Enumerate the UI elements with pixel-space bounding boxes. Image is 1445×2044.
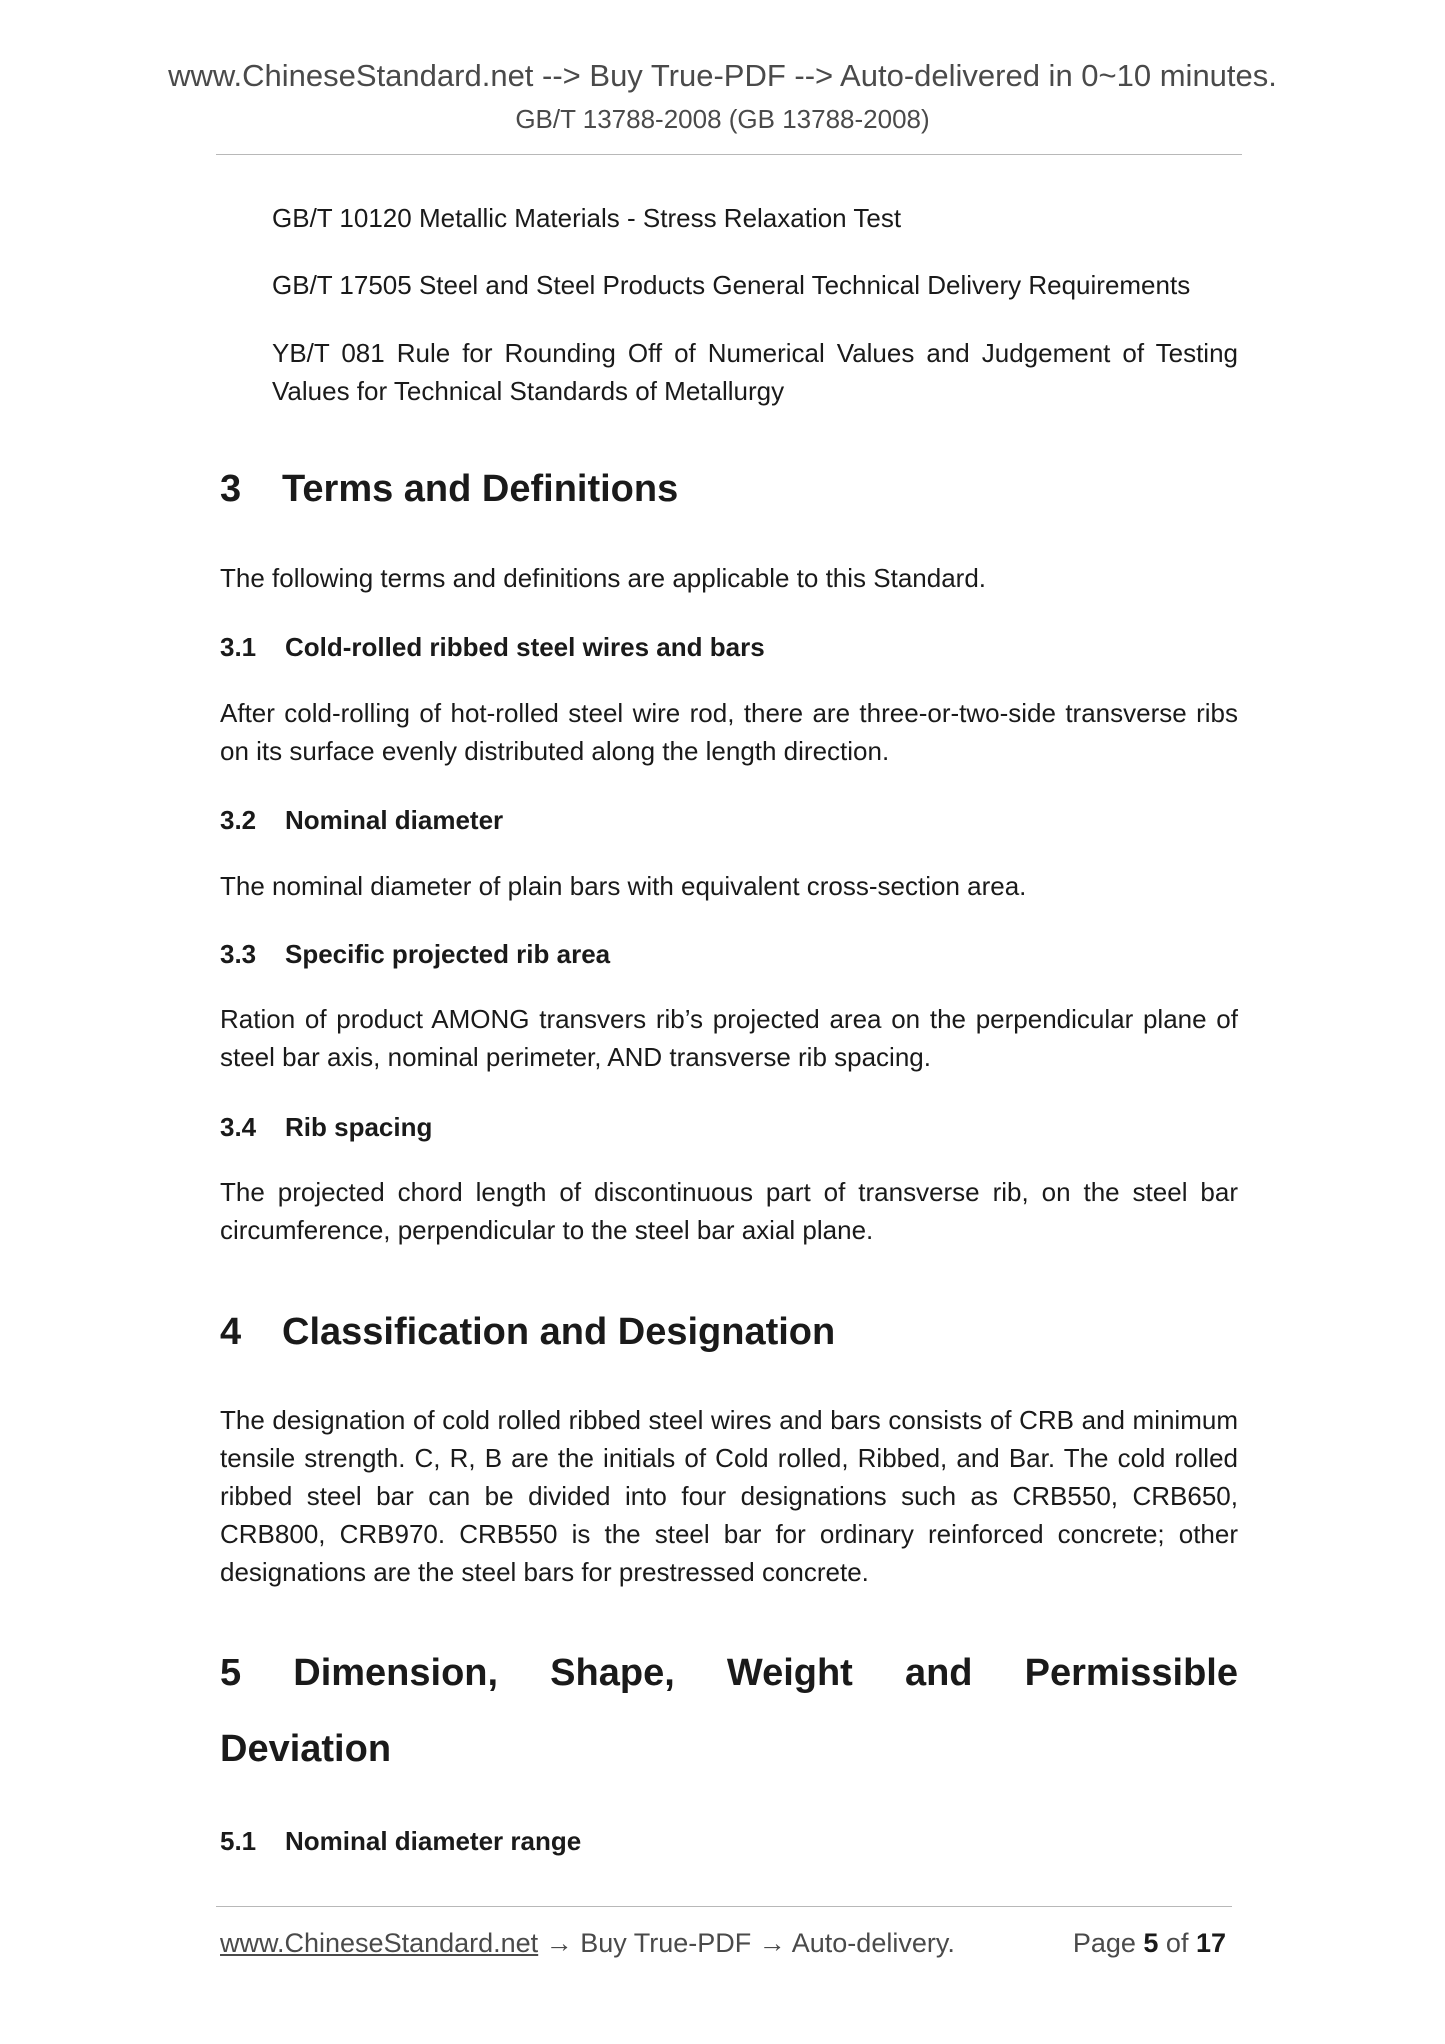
- footer-buy-text: Buy True-PDF: [580, 1928, 752, 1958]
- reference-item: YB/T 081 Rule for Rounding Off of Numerical Values and Judgement of Testing Values for Technical Standards of Metallurgy: [272, 338, 1238, 406]
- arrow-icon: →: [751, 1928, 792, 1958]
- term-title: Nominal diameter: [285, 805, 504, 835]
- footer-site-link[interactable]: www.ChineseStandard.net: [220, 1928, 539, 1958]
- section-title-word: Weight: [726, 1652, 853, 1694]
- section-4-body: The designation of cold rolled ribbed steel wires and bars consists of CRB and minimum tensile strength. C, R, B are the initials of Cold rolled, Ribbed, and Bar. The cold rolled ribbed steel bar can be divided into four designations such as CRB550, CRB650, CRB800, CRB970. CRB550 is the steel bar for ordinary reinforced concrete; other designations are the steel bars for prestressed concrete.: [220, 1405, 1238, 1587]
- term-title: Cold-rolled ribbed steel wires and bars: [285, 632, 765, 662]
- reference-item: GB/T 10120 Metallic Materials - Stress Relaxation Test: [272, 203, 902, 233]
- section-title-word: Dimension,: [293, 1652, 499, 1694]
- header-site-line: www.ChineseStandard.net --> Buy True-PDF --> Auto-delivered in 0~10 minutes.: [168, 58, 1277, 93]
- footer-promo: [220, 1928, 955, 1959]
- term-3-4-heading: [220, 1112, 432, 1143]
- header-divider: [216, 154, 1242, 155]
- term-number: 3.4: [220, 1112, 257, 1142]
- term-title: Specific projected rib area: [285, 939, 611, 969]
- term-title: Rib spacing: [285, 1112, 433, 1142]
- section-5-heading: [220, 1652, 1238, 1770]
- section-number: 3: [220, 468, 242, 510]
- section-title-word: and: [904, 1652, 973, 1694]
- total-pages: 17: [1195, 1928, 1226, 1958]
- subsection-title: Nominal diameter range: [285, 1826, 582, 1856]
- section-3-intro: The following terms and definitions are applicable to this Standard.: [220, 563, 986, 593]
- arrow-icon: →: [538, 1928, 581, 1958]
- page-label: Page: [1072, 1928, 1144, 1958]
- section-4-heading: [220, 1311, 835, 1354]
- section-title-word: Shape,: [550, 1652, 675, 1694]
- current-page: 5: [1143, 1928, 1159, 1958]
- footer-divider: [216, 1906, 1232, 1907]
- term-number: 3.2: [220, 805, 257, 835]
- term-3-2-definition: The nominal diameter of plain bars with equivalent cross-section area.: [220, 871, 1027, 901]
- term-3-4-definition: The projected chord length of discontinuous part of transverse rib, on the steel bar circumference, perpendicular to the steel bar axial plane.: [220, 1177, 1238, 1245]
- term-number: 3.3: [220, 939, 257, 969]
- term-3-1-definition: After cold-rolling of hot-rolled steel wire rod, there are three-or-two-side transverse ribs on its surface evenly distributed along the length direction.: [220, 698, 1238, 766]
- section-number: 5: [220, 1652, 242, 1694]
- section-title: Terms and Definitions: [282, 468, 679, 510]
- header-standard-number: GB/T 13788-2008 (GB 13788-2008): [515, 104, 930, 134]
- page-of-label: of: [1158, 1928, 1196, 1958]
- section-title-word: Permissible: [1024, 1652, 1238, 1694]
- section-number: 4: [220, 1311, 242, 1353]
- reference-item: GB/T 17505 Steel and Steel Products General Technical Delivery Requirements: [272, 270, 1191, 300]
- section-title-continuation: Deviation: [220, 1728, 392, 1770]
- section-3-heading: [220, 468, 678, 511]
- page-indicator: [1073, 1928, 1226, 1959]
- subsection-number: 5.1: [220, 1826, 257, 1856]
- section-title: Classification and Designation: [282, 1311, 836, 1353]
- subsection-5-1-heading: [220, 1826, 581, 1857]
- term-3-3-definition: Ration of product AMONG transvers rib’s projected area on the perpendicular plane of steel bar axis, nominal perimeter, AND transverse rib spacing.: [220, 1004, 1238, 1072]
- term-3-1-heading: [220, 632, 765, 663]
- term-number: 3.1: [220, 632, 257, 662]
- term-3-3-heading: [220, 939, 610, 970]
- footer-delivery-text: Auto-delivery.: [791, 1928, 955, 1958]
- term-3-2-heading: [220, 805, 503, 836]
